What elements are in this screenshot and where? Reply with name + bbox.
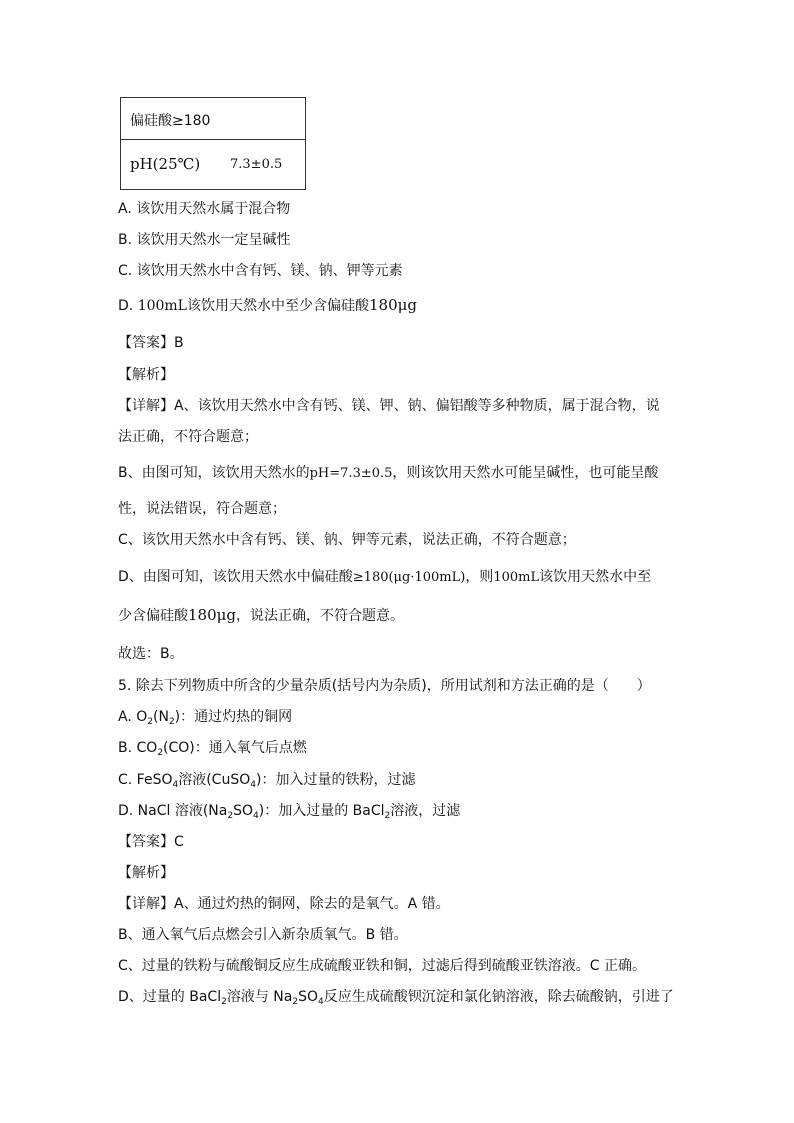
detail-d-text: D、由图可知，该饮用天然水中偏硅酸	[118, 569, 353, 585]
detail-c: C、该饮用天然水中含有钙、镁、钠、钾等元素，说法正确，不符合题意；	[118, 532, 576, 548]
q5-d-text-2: SO	[233, 803, 254, 819]
q5-detail-d-sub-2: 2	[292, 997, 299, 1007]
q5-a-text-2: (N	[153, 709, 169, 725]
q5-detail-b: B、通入氧气后点燃会引入新杂质氧气。B 错。	[118, 927, 408, 943]
q5-detail-d-text-3: SO	[298, 989, 318, 1005]
detail-b-ph-formula: pH=7.3±0.5	[309, 466, 393, 481]
detail-d-amount: 180μg	[188, 606, 236, 624]
option-d-prefix: D.	[118, 298, 138, 314]
analysis-label: 【解析】	[118, 367, 174, 383]
q5-detail-d-sub-3: 4	[317, 997, 324, 1007]
conclusion: 故选：B。	[118, 646, 184, 662]
q5-d-text: D. NaCl 溶液(Na	[118, 803, 228, 819]
q5-option-d	[118, 801, 460, 826]
q5-detail-d-text-2: 溶液与 Na	[226, 989, 293, 1005]
q5-c-text-2: 溶液(CuSO	[178, 772, 251, 788]
option-a: A. 该饮用天然水属于混合物	[118, 201, 291, 217]
detail-b-line-2: 性，说法错误，符合题意；	[118, 501, 286, 517]
q5-detail-d-text-4: 反应生成硫酸钡沉淀和氯化钠溶液，除去硫酸钠，引进了	[323, 989, 674, 1005]
q5-option-a	[118, 707, 292, 732]
detail-a-line-1: 【详解】A、该饮用天然水中含有钙、镁、钾、钠、偏铝酸等多种物质，属于混合物，说	[118, 398, 660, 414]
q5-c-text-3: )：加入过量的铁粉，过滤	[255, 772, 416, 788]
option-b: B. 该饮用天然水一定呈碱性	[118, 232, 291, 248]
option-c: C. 该饮用天然水中含有钙、镁、钠、钾等元素	[118, 263, 403, 279]
q5-d-sub: 2	[227, 811, 234, 821]
water-label-table	[120, 97, 306, 190]
option-d	[118, 295, 417, 316]
option-d-text: 该饮用天然水中至少含偏硅酸	[186, 298, 369, 314]
q5-option-c	[118, 770, 415, 795]
q5-detail-c: C、过量的铁粉与硫酸铜反应生成硫酸亚铁和铜，过滤后得到硫酸亚铁溶液。C 正确。	[118, 958, 646, 974]
detail-d-line-1	[118, 567, 651, 588]
q5-a-text: A. O	[118, 709, 148, 725]
detail-d-formula: ≥180(μg·100mL)	[352, 570, 466, 585]
q5-d-text-3: )：加入过量的 BaCl	[258, 803, 385, 819]
option-d-unit: 100mL	[137, 298, 187, 314]
detail-d-text-5: ，说法正确，不符合题意。	[235, 608, 404, 624]
detail-d-line-2	[118, 605, 404, 626]
table-cell-ph-value: 7.3±0.5	[230, 157, 283, 172]
q5-detail-a: 【详解】A、通过灼热的铜网，除去的是氧气。A 错。	[118, 896, 450, 912]
q5-detail-d-sub: 2	[221, 997, 227, 1007]
detail-b-text-2: ，则该饮用天然水可能呈碱性，也可能呈酸	[392, 465, 659, 481]
q5-c-sub: 4	[172, 780, 179, 790]
q5-detail-d	[118, 987, 674, 1012]
detail-d-text-4: 少含偏硅酸	[118, 608, 188, 624]
detail-d-text-3: 该饮用天然水中至	[539, 569, 652, 585]
q5-a-text-3: )：通过灼热的铜网	[174, 709, 293, 725]
detail-b-line-1	[118, 463, 658, 484]
q5-d-text-4: 溶液，过滤	[390, 803, 461, 819]
table-cell-ph-label: pH(25℃)	[130, 155, 201, 173]
table-cell-metasilicic-acid: 偏硅酸≥180	[130, 113, 211, 129]
q5-a-sub: 2	[147, 717, 153, 727]
q5-detail-d-text: D、过量的 BaCl	[118, 989, 222, 1005]
detail-d-unit: 100mL	[493, 570, 540, 585]
q5-answer-label: 【答案】C	[118, 834, 184, 850]
detail-d-text-2: ，则	[465, 569, 494, 585]
q5-b-text: B. CO	[118, 740, 158, 756]
q5-c-sub-2: 4	[250, 780, 256, 790]
answer-label: 【答案】B	[118, 335, 184, 351]
q5-b-sub: 2	[157, 748, 164, 758]
detail-a-line-2: 法正确，不符合题意；	[118, 429, 258, 445]
q5-a-sub-2: 2	[168, 717, 175, 727]
table-row	[121, 98, 305, 140]
q5-c-text: C. FeSO	[118, 772, 173, 788]
q5-stem: 5. 除去下列物质中所含的少量杂质(括号内为杂质)，所用试剂和方法正确的是（ ）	[118, 678, 651, 694]
detail-b-text: B、由图可知，该饮用天然水的	[118, 465, 310, 481]
q5-d-sub-3: 2	[384, 811, 391, 821]
q5-b-text-2: (CO)：通入氧气后点燃	[163, 740, 307, 756]
q5-option-b	[118, 738, 307, 763]
option-d-value: 180μg	[368, 296, 417, 314]
q5-d-sub-2: 4	[253, 811, 259, 821]
q5-analysis-label: 【解析】	[118, 865, 174, 881]
